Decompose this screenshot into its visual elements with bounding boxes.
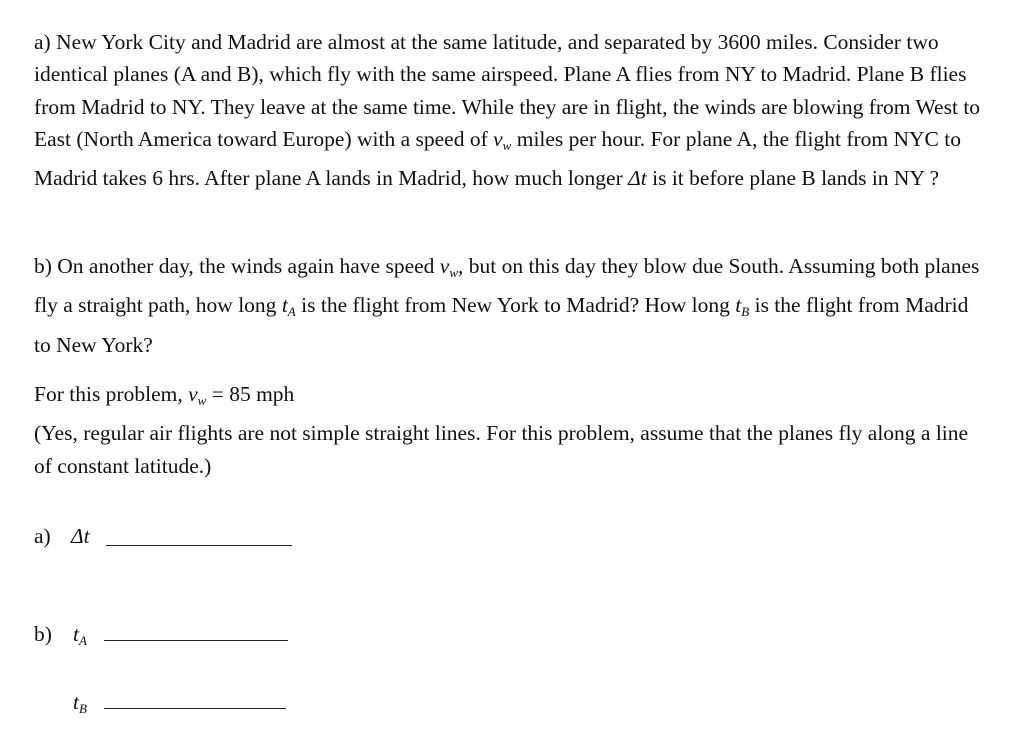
t-b-variable: $t_B$	[735, 293, 750, 320]
problem-part-a	[34, 26, 984, 194]
part-b-text-2: , but on this day they blow due South. Assuming both planes fly a straight path, how long	[34, 254, 980, 318]
part-b-text-4: is the flight from Madrid to New York?	[34, 293, 969, 357]
answer-tb-blank[interactable]	[104, 708, 286, 709]
part-b-text-3: is the flight from New York to Madrid? How long	[295, 293, 736, 318]
answer-tb-symbol: $t_B$	[73, 690, 87, 716]
problem-part-b	[34, 250, 984, 361]
part-b-text-1: b) On another day, the winds again have speed	[34, 254, 440, 278]
delta-t-variable: Δt	[628, 166, 647, 191]
given-wind-speed: For this problem, $v_w = 85$ mph	[34, 382, 295, 408]
part-a-text-1: a) New York City and Madrid are almost at the same latitude, and separated by 3600 miles. Consider two identical planes (A and B), which fly with the same airspeed. Plane A flies from NY to Madrid. Plane B flies from Madrid to NY. They leave at the same time. While they are in flight, the winds are blowing from West to East (North America toward Europe) with a speed of	[34, 30, 981, 151]
wind-speed-variable: $v_w$	[188, 382, 207, 408]
answer-a-blank[interactable]	[106, 545, 292, 546]
part-a-text-2: miles per hour. For plane A, the flight from NYC to Madrid takes 6 hrs. After plane A lands in Madrid, how much longer	[34, 126, 961, 191]
answer-b-label: b)	[34, 622, 52, 646]
answer-a-label: a)	[34, 524, 51, 548]
given-note: (Yes, regular air flights are not simple straight lines. For this problem, assume that the planes fly along a line of constant latitude.)	[34, 421, 969, 478]
wind-speed-variable: $v_w$	[439, 254, 458, 280]
answer-ta-symbol: $t_A$	[73, 622, 87, 648]
given-values	[34, 378, 984, 482]
part-a-text-3: is it before plane B lands in NY ?	[646, 166, 940, 191]
t-a-variable: $t_A$	[281, 293, 296, 320]
answer-a-symbol: Δt	[71, 524, 90, 548]
wind-speed-variable: $v_w$	[493, 126, 512, 153]
answer-ta-blank[interactable]	[104, 640, 288, 641]
